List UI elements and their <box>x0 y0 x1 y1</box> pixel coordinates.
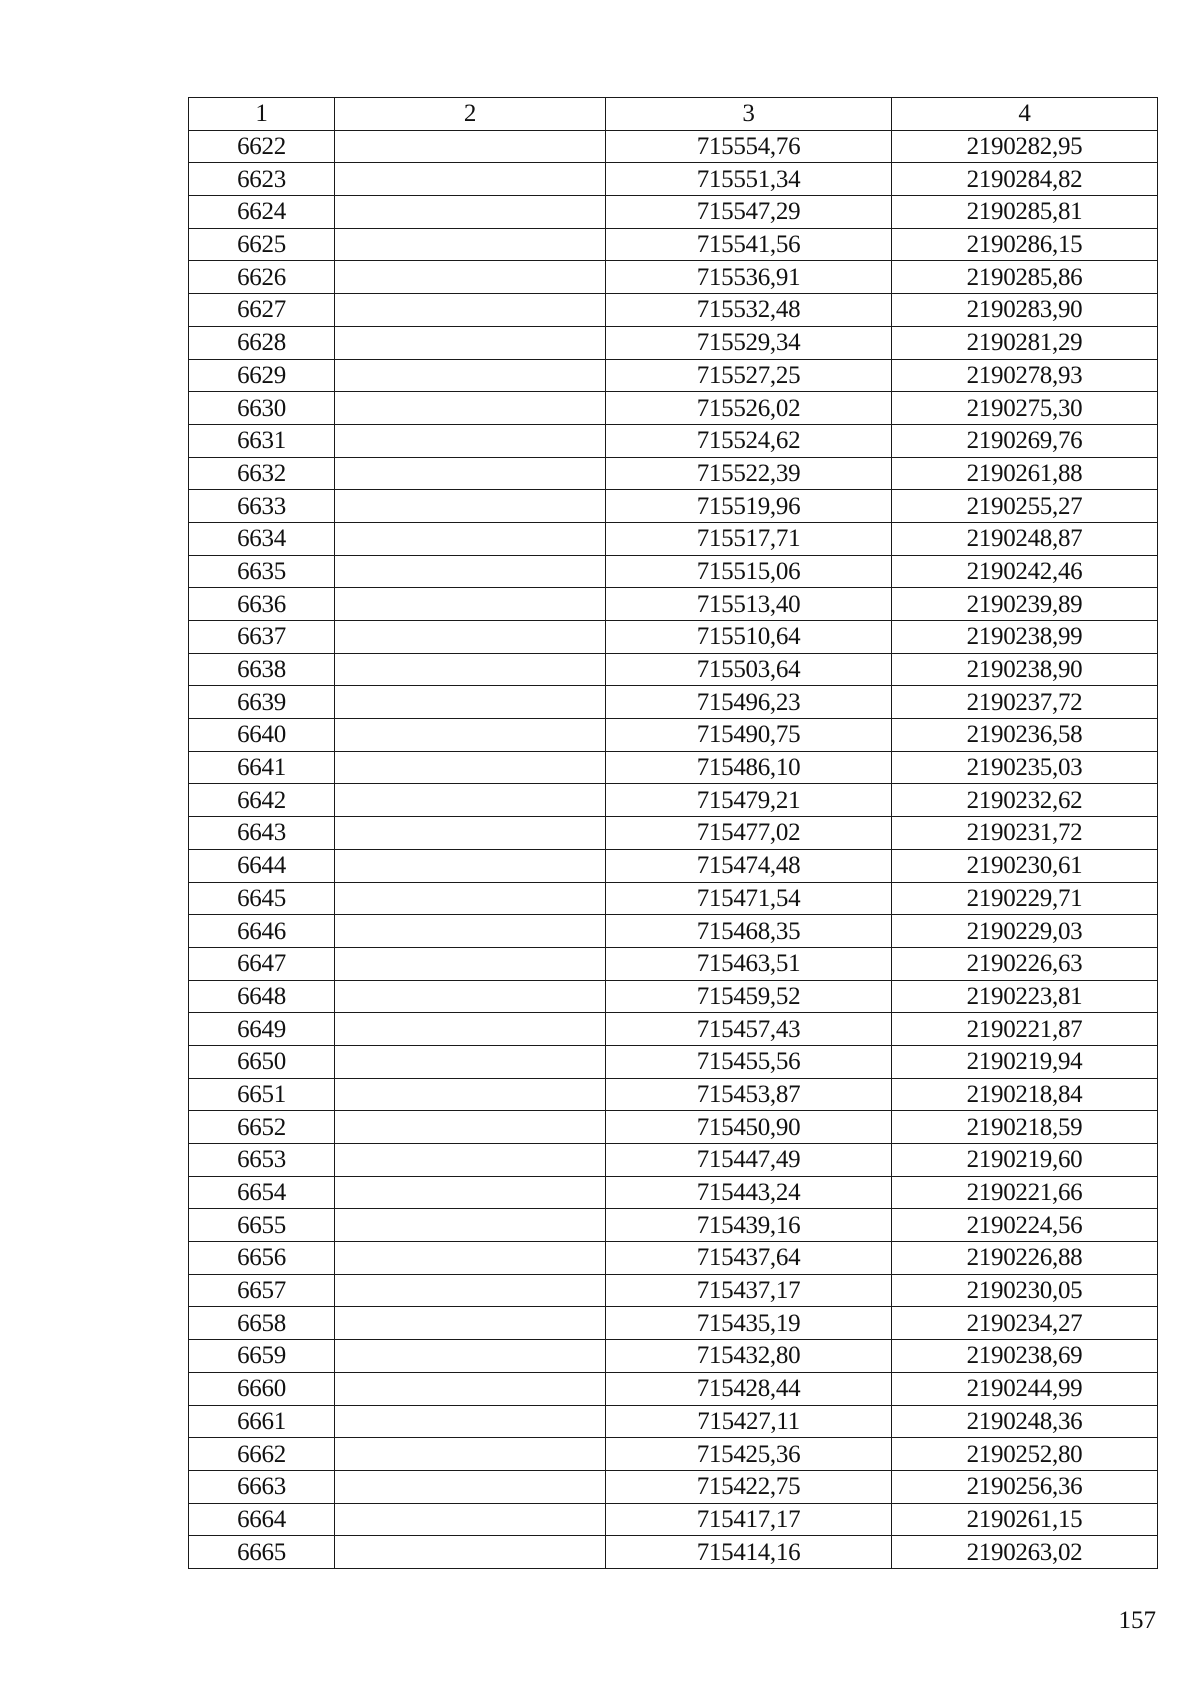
table-row <box>189 228 1158 261</box>
description-cell <box>335 1536 606 1569</box>
y-coordinate-cell: 2190244,99 <box>892 1372 1158 1405</box>
description-cell <box>335 1405 606 1438</box>
x-coordinate-cell: 715551,34 <box>606 163 892 196</box>
x-coordinate-cell: 715515,06 <box>606 555 892 588</box>
point-number-cell: 6652 <box>189 1111 335 1144</box>
table-row <box>189 457 1158 490</box>
x-coordinate-cell: 715427,11 <box>606 1405 892 1438</box>
point-number-cell: 6639 <box>189 686 335 719</box>
table-row <box>189 294 1158 327</box>
description-cell <box>335 1274 606 1307</box>
table-row <box>189 980 1158 1013</box>
y-coordinate-cell: 2190219,94 <box>892 1045 1158 1078</box>
table-row <box>189 882 1158 915</box>
point-number-cell: 6627 <box>189 294 335 327</box>
description-cell <box>335 751 606 784</box>
y-coordinate-cell: 2190226,88 <box>892 1242 1158 1275</box>
table-row <box>189 1111 1158 1144</box>
point-number-cell: 6662 <box>189 1438 335 1471</box>
table-row <box>189 424 1158 457</box>
table-row <box>189 392 1158 425</box>
point-number-cell: 6648 <box>189 980 335 1013</box>
table-row <box>189 261 1158 294</box>
x-coordinate-cell: 715439,16 <box>606 1209 892 1242</box>
point-number-cell: 6656 <box>189 1242 335 1275</box>
description-cell <box>335 555 606 588</box>
table-row <box>189 947 1158 980</box>
table-row <box>189 1013 1158 1046</box>
x-coordinate-cell: 715474,48 <box>606 849 892 882</box>
description-cell <box>335 653 606 686</box>
table-row <box>189 1209 1158 1242</box>
description-cell <box>335 588 606 621</box>
x-coordinate-cell: 715536,91 <box>606 261 892 294</box>
x-coordinate-cell: 715457,43 <box>606 1013 892 1046</box>
description-cell <box>335 326 606 359</box>
description-cell <box>335 686 606 719</box>
y-coordinate-cell: 2190285,86 <box>892 261 1158 294</box>
description-cell <box>335 947 606 980</box>
point-number-cell: 6659 <box>189 1340 335 1373</box>
description-cell <box>335 1144 606 1177</box>
x-coordinate-cell: 715554,76 <box>606 130 892 163</box>
y-coordinate-cell: 2190281,29 <box>892 326 1158 359</box>
x-coordinate-cell: 715496,23 <box>606 686 892 719</box>
table-row <box>189 522 1158 555</box>
table-row <box>189 196 1158 229</box>
y-coordinate-cell: 2190223,81 <box>892 980 1158 1013</box>
x-coordinate-cell: 715463,51 <box>606 947 892 980</box>
table-row <box>189 1274 1158 1307</box>
point-number-cell: 6644 <box>189 849 335 882</box>
x-coordinate-cell: 715519,96 <box>606 490 892 523</box>
x-coordinate-cell: 715503,64 <box>606 653 892 686</box>
description-cell <box>335 882 606 915</box>
x-coordinate-cell: 715513,40 <box>606 588 892 621</box>
y-coordinate-cell: 2190285,81 <box>892 196 1158 229</box>
description-cell <box>335 1503 606 1536</box>
table-row <box>189 751 1158 784</box>
description-cell <box>335 1307 606 1340</box>
point-number-cell: 6664 <box>189 1503 335 1536</box>
point-number-cell: 6637 <box>189 621 335 654</box>
header-col-4: 4 <box>892 98 1158 131</box>
x-coordinate-cell: 715471,54 <box>606 882 892 915</box>
x-coordinate-cell: 715477,02 <box>606 817 892 850</box>
table-body <box>189 130 1158 1568</box>
x-coordinate-cell: 715522,39 <box>606 457 892 490</box>
y-coordinate-cell: 2190232,62 <box>892 784 1158 817</box>
y-coordinate-cell: 2190218,84 <box>892 1078 1158 1111</box>
description-cell <box>335 1045 606 1078</box>
table-row <box>189 784 1158 817</box>
y-coordinate-cell: 2190248,87 <box>892 522 1158 555</box>
x-coordinate-cell: 715435,19 <box>606 1307 892 1340</box>
page-number: 157 <box>1118 1607 1156 1634</box>
table-row <box>189 1078 1158 1111</box>
point-number-cell: 6631 <box>189 424 335 457</box>
y-coordinate-cell: 2190238,69 <box>892 1340 1158 1373</box>
table-row <box>189 1045 1158 1078</box>
x-coordinate-cell: 715443,24 <box>606 1176 892 1209</box>
point-number-cell: 6630 <box>189 392 335 425</box>
x-coordinate-cell: 715432,80 <box>606 1340 892 1373</box>
point-number-cell: 6632 <box>189 457 335 490</box>
table-row <box>189 1242 1158 1275</box>
description-cell <box>335 522 606 555</box>
description-cell <box>335 1176 606 1209</box>
description-cell <box>335 392 606 425</box>
y-coordinate-cell: 2190286,15 <box>892 228 1158 261</box>
x-coordinate-cell: 715453,87 <box>606 1078 892 1111</box>
description-cell <box>335 294 606 327</box>
point-number-cell: 6651 <box>189 1078 335 1111</box>
table-row <box>189 653 1158 686</box>
y-coordinate-cell: 2190282,95 <box>892 130 1158 163</box>
description-cell <box>335 719 606 752</box>
table-row <box>189 849 1158 882</box>
table-row <box>189 915 1158 948</box>
y-coordinate-cell: 2190269,76 <box>892 424 1158 457</box>
point-number-cell: 6633 <box>189 490 335 523</box>
table-row <box>189 359 1158 392</box>
description-cell <box>335 915 606 948</box>
y-coordinate-cell: 2190230,05 <box>892 1274 1158 1307</box>
y-coordinate-cell: 2190261,88 <box>892 457 1158 490</box>
point-number-cell: 6665 <box>189 1536 335 1569</box>
point-number-cell: 6655 <box>189 1209 335 1242</box>
table-row <box>189 1536 1158 1569</box>
x-coordinate-cell: 715490,75 <box>606 719 892 752</box>
point-number-cell: 6640 <box>189 719 335 752</box>
table-row <box>189 1340 1158 1373</box>
description-cell <box>335 424 606 457</box>
point-number-cell: 6649 <box>189 1013 335 1046</box>
point-number-cell: 6657 <box>189 1274 335 1307</box>
point-number-cell: 6650 <box>189 1045 335 1078</box>
description-cell <box>335 228 606 261</box>
x-coordinate-cell: 715447,49 <box>606 1144 892 1177</box>
description-cell <box>335 130 606 163</box>
y-coordinate-cell: 2190255,27 <box>892 490 1158 523</box>
x-coordinate-cell: 715428,44 <box>606 1372 892 1405</box>
description-cell <box>335 1242 606 1275</box>
table-row <box>189 588 1158 621</box>
y-coordinate-cell: 2190256,36 <box>892 1470 1158 1503</box>
y-coordinate-cell: 2190235,03 <box>892 751 1158 784</box>
y-coordinate-cell: 2190218,59 <box>892 1111 1158 1144</box>
description-cell <box>335 1078 606 1111</box>
description-cell <box>335 1372 606 1405</box>
y-coordinate-cell: 2190278,93 <box>892 359 1158 392</box>
y-coordinate-cell: 2190219,60 <box>892 1144 1158 1177</box>
table-row <box>189 1405 1158 1438</box>
y-coordinate-cell: 2190221,87 <box>892 1013 1158 1046</box>
x-coordinate-cell: 715468,35 <box>606 915 892 948</box>
x-coordinate-cell: 715437,17 <box>606 1274 892 1307</box>
description-cell <box>335 621 606 654</box>
table-header <box>189 98 1158 131</box>
x-coordinate-cell: 715417,17 <box>606 1503 892 1536</box>
x-coordinate-cell: 715479,21 <box>606 784 892 817</box>
table-row <box>189 1307 1158 1340</box>
point-number-cell: 6636 <box>189 588 335 621</box>
table-row <box>189 1144 1158 1177</box>
description-cell <box>335 1340 606 1373</box>
point-number-cell: 6624 <box>189 196 335 229</box>
point-number-cell: 6629 <box>189 359 335 392</box>
table-row <box>189 817 1158 850</box>
y-coordinate-cell: 2190224,56 <box>892 1209 1158 1242</box>
table-row <box>189 1438 1158 1471</box>
table-row <box>189 1470 1158 1503</box>
x-coordinate-cell: 715459,52 <box>606 980 892 1013</box>
x-coordinate-cell: 715532,48 <box>606 294 892 327</box>
header-col-2: 2 <box>335 98 606 131</box>
x-coordinate-cell: 715526,02 <box>606 392 892 425</box>
description-cell <box>335 1111 606 1144</box>
description-cell <box>335 490 606 523</box>
y-coordinate-cell: 2190226,63 <box>892 947 1158 980</box>
table-row <box>189 686 1158 719</box>
point-number-cell: 6642 <box>189 784 335 817</box>
y-coordinate-cell: 2190261,15 <box>892 1503 1158 1536</box>
table-row <box>189 490 1158 523</box>
point-number-cell: 6622 <box>189 130 335 163</box>
x-coordinate-cell: 715450,90 <box>606 1111 892 1144</box>
point-number-cell: 6663 <box>189 1470 335 1503</box>
y-coordinate-cell: 2190238,90 <box>892 653 1158 686</box>
x-coordinate-cell: 715517,71 <box>606 522 892 555</box>
description-cell <box>335 1013 606 1046</box>
y-coordinate-cell: 2190283,90 <box>892 294 1158 327</box>
description-cell <box>335 1470 606 1503</box>
description-cell <box>335 196 606 229</box>
point-number-cell: 6643 <box>189 817 335 850</box>
table-row <box>189 130 1158 163</box>
y-coordinate-cell: 2190230,61 <box>892 849 1158 882</box>
description-cell <box>335 359 606 392</box>
y-coordinate-cell: 2190231,72 <box>892 817 1158 850</box>
description-cell <box>335 849 606 882</box>
x-coordinate-cell: 715455,56 <box>606 1045 892 1078</box>
description-cell <box>335 457 606 490</box>
header-col-3: 3 <box>606 98 892 131</box>
y-coordinate-cell: 2190236,58 <box>892 719 1158 752</box>
header-col-1: 1 <box>189 98 335 131</box>
x-coordinate-cell: 715414,16 <box>606 1536 892 1569</box>
description-cell <box>335 980 606 1013</box>
y-coordinate-cell: 2190252,80 <box>892 1438 1158 1471</box>
table-row <box>189 163 1158 196</box>
y-coordinate-cell: 2190238,99 <box>892 621 1158 654</box>
table-row <box>189 1503 1158 1536</box>
x-coordinate-cell: 715425,36 <box>606 1438 892 1471</box>
description-cell <box>335 784 606 817</box>
point-number-cell: 6661 <box>189 1405 335 1438</box>
y-coordinate-cell: 2190234,27 <box>892 1307 1158 1340</box>
y-coordinate-cell: 2190229,03 <box>892 915 1158 948</box>
point-number-cell: 6634 <box>189 522 335 555</box>
x-coordinate-cell: 715437,64 <box>606 1242 892 1275</box>
point-number-cell: 6638 <box>189 653 335 686</box>
description-cell <box>335 1209 606 1242</box>
description-cell <box>335 817 606 850</box>
point-number-cell: 6626 <box>189 261 335 294</box>
point-number-cell: 6641 <box>189 751 335 784</box>
y-coordinate-cell: 2190229,71 <box>892 882 1158 915</box>
y-coordinate-cell: 2190263,02 <box>892 1536 1158 1569</box>
y-coordinate-cell: 2190242,46 <box>892 555 1158 588</box>
table-row <box>189 621 1158 654</box>
coordinates-table <box>188 97 1158 1569</box>
x-coordinate-cell: 715529,34 <box>606 326 892 359</box>
y-coordinate-cell: 2190237,72 <box>892 686 1158 719</box>
y-coordinate-cell: 2190248,36 <box>892 1405 1158 1438</box>
x-coordinate-cell: 715547,29 <box>606 196 892 229</box>
x-coordinate-cell: 715524,62 <box>606 424 892 457</box>
point-number-cell: 6645 <box>189 882 335 915</box>
description-cell <box>335 1438 606 1471</box>
x-coordinate-cell: 715527,25 <box>606 359 892 392</box>
x-coordinate-cell: 715510,64 <box>606 621 892 654</box>
y-coordinate-cell: 2190284,82 <box>892 163 1158 196</box>
point-number-cell: 6660 <box>189 1372 335 1405</box>
header-row <box>189 98 1158 131</box>
point-number-cell: 6623 <box>189 163 335 196</box>
point-number-cell: 6635 <box>189 555 335 588</box>
point-number-cell: 6653 <box>189 1144 335 1177</box>
table-row <box>189 1372 1158 1405</box>
x-coordinate-cell: 715422,75 <box>606 1470 892 1503</box>
table-row <box>189 326 1158 359</box>
point-number-cell: 6647 <box>189 947 335 980</box>
table-row <box>189 719 1158 752</box>
point-number-cell: 6654 <box>189 1176 335 1209</box>
point-number-cell: 6628 <box>189 326 335 359</box>
y-coordinate-cell: 2190221,66 <box>892 1176 1158 1209</box>
point-number-cell: 6658 <box>189 1307 335 1340</box>
description-cell <box>335 261 606 294</box>
table-row <box>189 1176 1158 1209</box>
x-coordinate-cell: 715486,10 <box>606 751 892 784</box>
table-row <box>189 555 1158 588</box>
x-coordinate-cell: 715541,56 <box>606 228 892 261</box>
point-number-cell: 6625 <box>189 228 335 261</box>
point-number-cell: 6646 <box>189 915 335 948</box>
description-cell <box>335 163 606 196</box>
y-coordinate-cell: 2190239,89 <box>892 588 1158 621</box>
y-coordinate-cell: 2190275,30 <box>892 392 1158 425</box>
